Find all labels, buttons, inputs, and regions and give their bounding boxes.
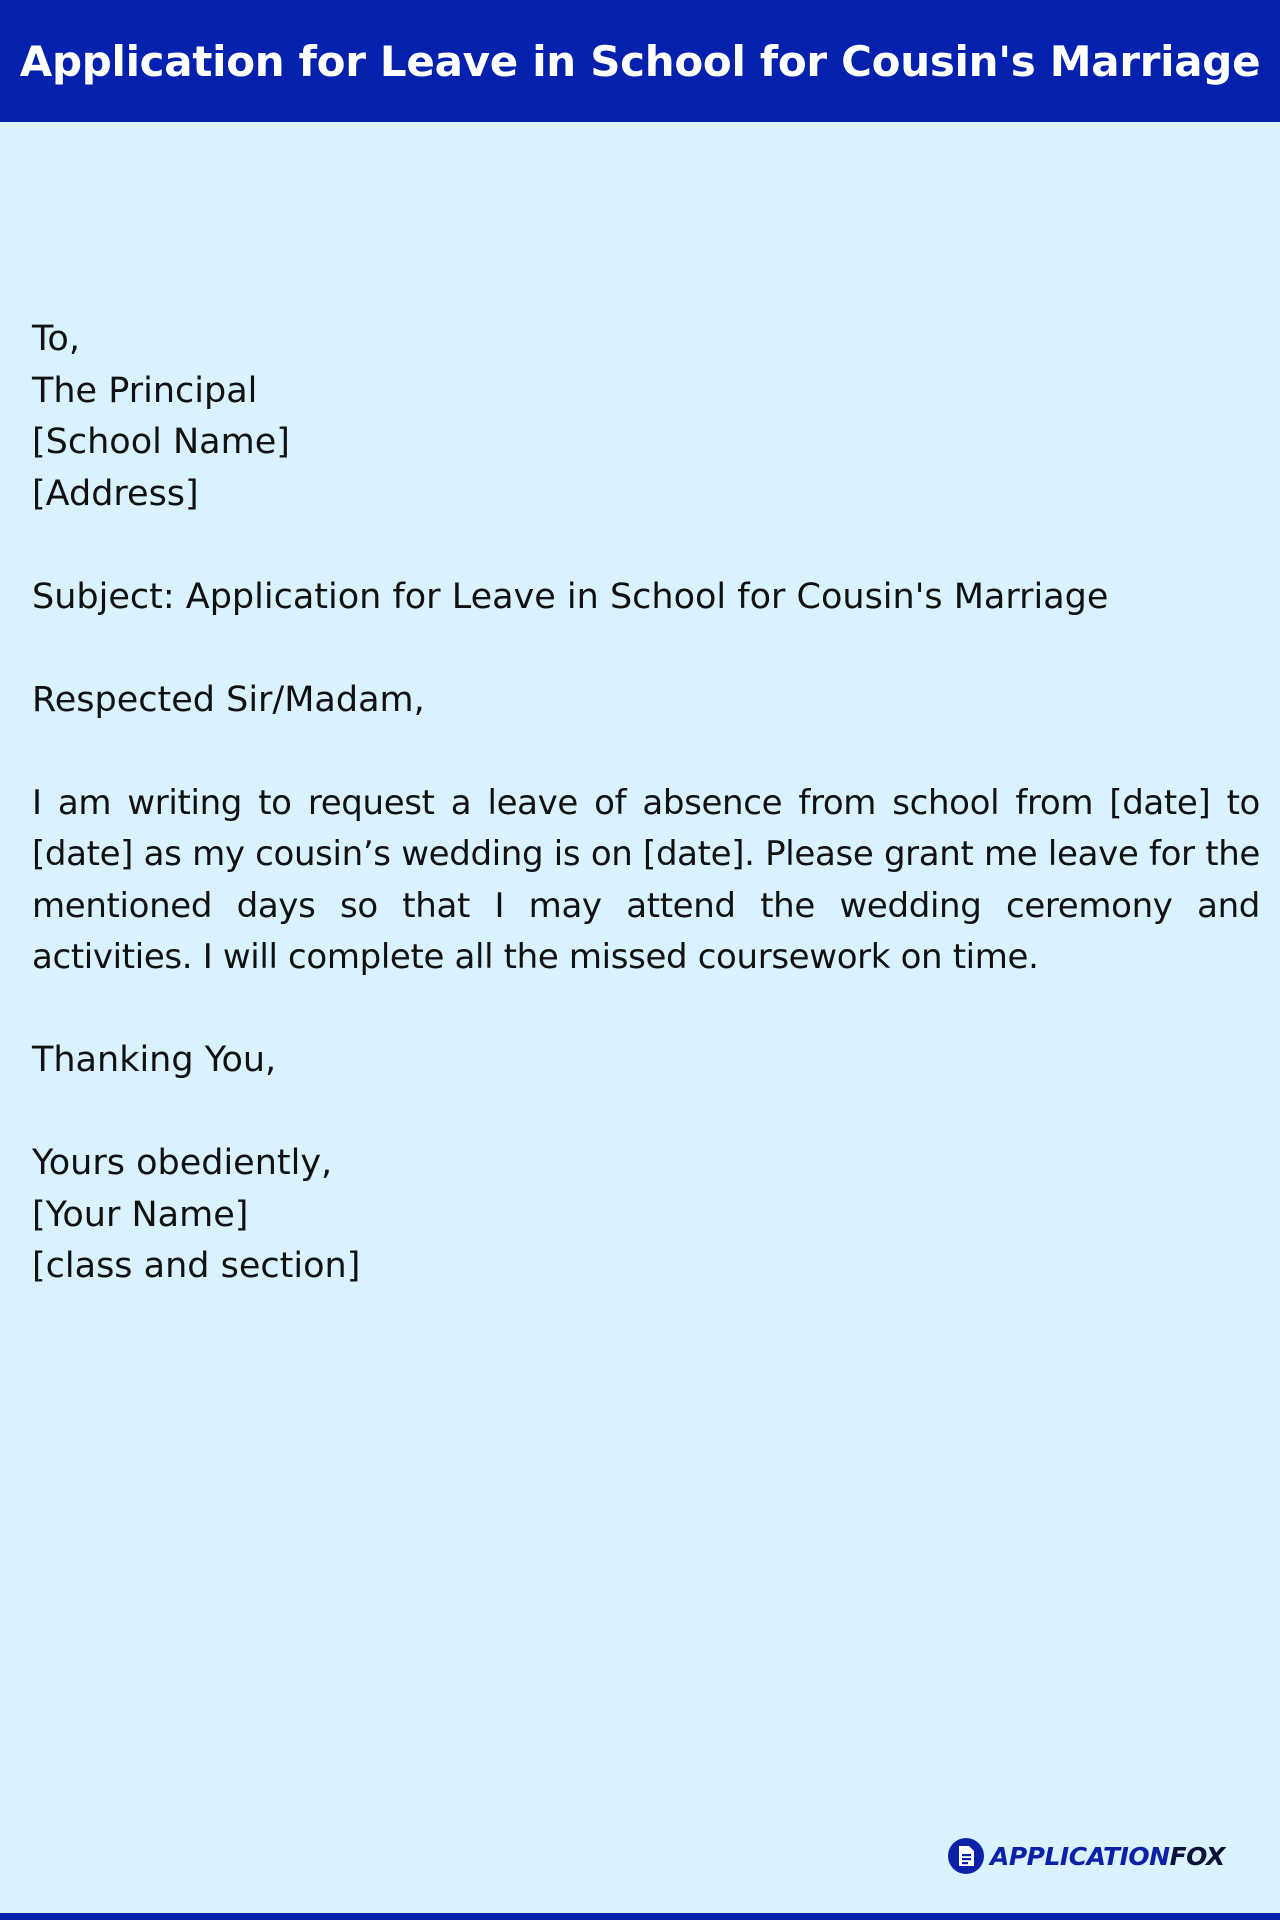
spacer	[32, 984, 1260, 1036]
page-title: Application for Leave in School for Cousin's Marriage	[19, 36, 1261, 86]
letter-body: I am writing to request a leave of absence from school from [date] to [date] as my cousin’s wedding is on [date]. Please grant me leave for the mentioned days so that I may attend the wedding ceremony and activities. I will complete all the missed coursework on time.	[32, 782, 1260, 977]
letter-thanks: Thanking You,	[32, 1040, 277, 1080]
spacer	[32, 520, 1260, 572]
letter-closing: Yours obediently,	[32, 1143, 333, 1183]
letter-subject: Subject: Application for Leave in School for Cousin's Marriage	[32, 576, 1109, 617]
bottom-border	[0, 1913, 1280, 1920]
letter-recipient: The Principal	[32, 370, 258, 411]
spacer	[32, 726, 1260, 778]
document-icon	[948, 1838, 984, 1874]
brand-name-part2: FOX	[1169, 1841, 1225, 1871]
letter-signature-name: [Your Name]	[32, 1194, 249, 1235]
brand-name	[990, 1842, 1225, 1871]
letter-salutation: Respected Sir/Madam,	[32, 679, 425, 720]
letter-content	[32, 314, 1260, 1293]
letter-school-name: [School Name]	[32, 422, 290, 462]
spacer	[32, 623, 1260, 675]
spacer	[32, 1087, 1260, 1139]
letter-address: [Address]	[32, 473, 199, 514]
brand-name-part1: APPLICATION	[990, 1841, 1170, 1871]
letter-class-section: [class and section]	[32, 1246, 361, 1286]
brand-logo	[948, 1836, 1225, 1876]
letter-to: To,	[32, 319, 80, 359]
header-banner	[0, 0, 1280, 122]
